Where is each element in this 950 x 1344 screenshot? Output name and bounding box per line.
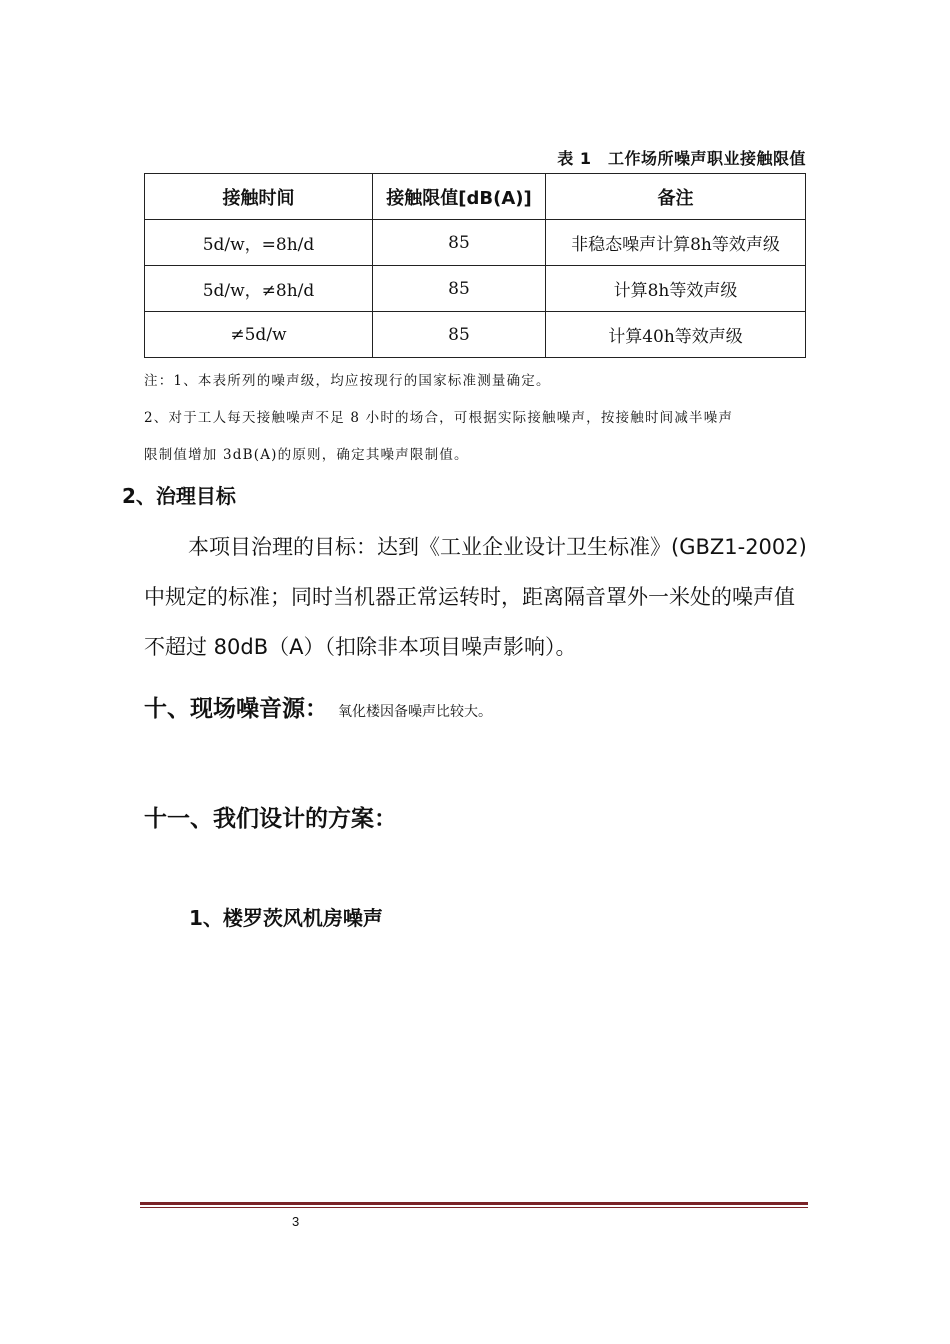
noise-limit-table bbox=[144, 173, 806, 358]
column-header-limit: 接触限值[dB(A)] bbox=[373, 174, 546, 220]
column-header-remarks: 备注 bbox=[546, 174, 806, 220]
table-cell: ≠5d/w bbox=[145, 312, 373, 358]
footer-rule-thick bbox=[140, 1202, 808, 1205]
table-row bbox=[145, 266, 806, 312]
table-cell: 85 bbox=[373, 312, 546, 358]
table-note-2: 2、对于工人每天接触噪声不足 8 小时的场合，可根据实际接触噪声，按接触时间减半噪声 bbox=[144, 410, 734, 426]
table-cell: 85 bbox=[373, 220, 546, 266]
table-cell: 计算8h等效声级 bbox=[546, 266, 806, 312]
table-cell: 非稳态噪声计算8h等效声级 bbox=[546, 220, 806, 266]
section-heading-goal: 2、治理目标 bbox=[122, 484, 236, 508]
page-number: 3 bbox=[292, 1214, 300, 1229]
footer-rule-thin bbox=[140, 1207, 808, 1208]
goal-paragraph: 本项目治理的目标：达到《工业企业设计卫生标准》(GBZ1-2002)中规定的标准；同时当机器正常运转时，距离隔音罩外一米处的噪声值不超过 80dB（A）（扣除非本项目噪声影响）。 bbox=[144, 535, 807, 659]
table-note-3: 限制值增加 3dB(A)的原则，确定其噪声限制值。 bbox=[144, 447, 469, 463]
table-note-1: 注：1、本表所列的噪声级，均应按现行的国家标准测量确定。 bbox=[144, 373, 551, 389]
table-row bbox=[145, 312, 806, 358]
table-caption: 表 1 工作场所噪声职业接触限值 bbox=[557, 149, 806, 168]
table-cell: 5d/w，≠8h/d bbox=[145, 266, 373, 312]
section-heading-noise-source bbox=[144, 690, 492, 723]
table-header-row bbox=[145, 174, 806, 220]
subsection-heading-blower-room: 1、楼罗茨风机房噪声 bbox=[189, 906, 383, 930]
table-row bbox=[145, 220, 806, 266]
section-heading-design-plan: 十一、我们设计的方案： bbox=[144, 806, 397, 832]
table-cell: 计算40h等效声级 bbox=[546, 312, 806, 358]
table-cell: 85 bbox=[373, 266, 546, 312]
column-header-exposure-time: 接触时间 bbox=[145, 174, 373, 220]
noise-source-heading-text: 十、现场噪音源： bbox=[144, 696, 328, 722]
noise-source-text: 氧化楼因备噪声比较大。 bbox=[338, 704, 492, 720]
table-cell: 5d/w，=8h/d bbox=[145, 220, 373, 266]
